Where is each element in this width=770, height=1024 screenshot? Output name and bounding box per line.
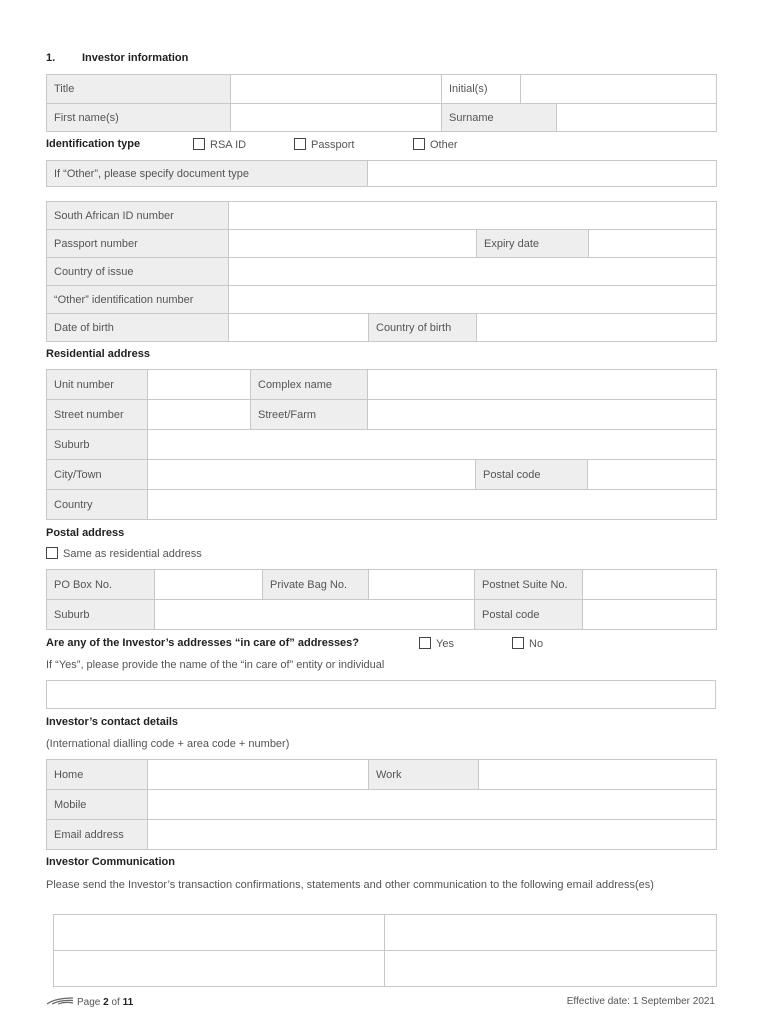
contact-details-table [46,759,717,850]
residential-address-title: Residential address [46,348,150,360]
private-bag-label: Private Bag No. [263,570,369,600]
identification-type-label: Identification type [46,138,141,150]
postal-suburb-field[interactable] [155,600,475,630]
unit-number-field[interactable] [148,370,251,400]
postal-address-title: Postal address [46,527,125,539]
option-passport[interactable]: Passport [294,138,354,151]
email-field[interactable] [148,820,717,850]
surname-label: Surname [442,104,557,132]
other-id-number-label: “Other” identification number [47,286,229,314]
suburb-field[interactable] [148,430,717,460]
po-box-field[interactable] [155,570,263,600]
date-of-birth-label: Date of birth [47,314,229,342]
surname-field[interactable] [557,104,717,132]
section-title: Investor information [82,52,189,64]
sa-id-field[interactable] [229,202,717,230]
country-label: Country [47,490,148,520]
street-farm-field[interactable] [368,400,717,430]
logo-swoosh-icon [46,996,74,1006]
mobile-label: Mobile [47,790,148,820]
communication-text: Please send the Investor’s transaction confirmations, statements and other communication to the following email address(es) [46,879,654,891]
care-of-no-checkbox[interactable] [512,637,524,649]
email-address-field-2[interactable] [385,915,717,951]
unit-number-label: Unit number [47,370,148,400]
section-heading [46,52,188,64]
postal-postal-code-label: Postal code [475,600,583,630]
communication-email-table [53,914,717,987]
postnet-suite-label: Postnet Suite No. [475,570,583,600]
postnet-suite-field[interactable] [583,570,717,600]
other-id-number-field[interactable] [229,286,717,314]
option-rsa-id[interactable]: RSA ID [193,138,246,151]
mobile-field[interactable] [148,790,717,820]
name-table [46,74,717,132]
id-details-table [46,201,717,342]
street-number-label: Street number [47,400,148,430]
work-label: Work [369,760,479,790]
street-number-field[interactable] [148,400,251,430]
care-of-entity-field[interactable] [46,680,716,709]
street-farm-label: Street/Farm [251,400,368,430]
private-bag-field[interactable] [369,570,475,600]
postal-postal-code-field[interactable] [583,600,717,630]
passport-number-label: Passport number [47,230,229,258]
footer-total-pages: 11 [122,997,134,1008]
sa-id-label: South African ID number [47,202,229,230]
expiry-date-field[interactable] [589,230,717,258]
po-box-label: PO Box No. [47,570,155,600]
country-of-birth-label: Country of birth [369,314,477,342]
other-specify-label: If “Other”, please specify document type [47,161,368,187]
initials-label: Initial(s) [449,83,488,95]
other-specify-table [46,160,717,187]
contact-details-note: (International dialling code + area code + number) [46,738,290,750]
passport-number-field[interactable] [229,230,477,258]
footer-page-word: Page [77,997,101,1008]
postal-code-field[interactable] [588,460,717,490]
first-names-label: First name(s) [47,104,231,132]
email-address-field-4[interactable] [385,951,717,987]
home-label: Home [47,760,148,790]
communication-title: Investor Communication [46,856,175,868]
same-as-residential-option[interactable]: Same as residential address [46,547,202,560]
email-label: Email address [47,820,148,850]
country-field[interactable] [148,490,717,520]
title-label: Title [47,75,231,104]
contact-details-title: Investor’s contact details [46,716,179,728]
title-field[interactable] [231,75,442,104]
section-number: 1. [46,52,56,64]
passport-checkbox[interactable] [294,138,306,150]
care-of-instruction: If “Yes”, please provide the name of the “in care of” entity or individual [46,659,385,671]
postal-code-label: Postal code [476,460,588,490]
city-town-field[interactable] [148,460,476,490]
city-town-label: City/Town [47,460,148,490]
postal-address-table [46,569,717,630]
initials-field[interactable] [521,75,717,103]
footer-effective-date: Effective date: 1 September 2021 [566,996,715,1007]
work-field[interactable] [479,760,717,790]
email-address-field-3[interactable] [54,951,385,987]
home-field[interactable] [148,760,369,790]
country-of-issue-label: Country of issue [47,258,229,286]
country-of-issue-field[interactable] [229,258,717,286]
same-as-residential-checkbox[interactable] [46,547,58,559]
country-of-birth-field[interactable] [477,314,717,342]
suburb-label: Suburb [47,430,148,460]
residential-address-table [46,369,717,520]
complex-name-label: Complex name [251,370,368,400]
care-of-question: Are any of the Investor’s addresses “in care of” addresses? [46,637,360,649]
option-other[interactable]: Other [413,138,458,151]
care-of-no-option[interactable]: No [512,637,543,650]
expiry-date-label: Expiry date [477,230,589,258]
care-of-yes-option[interactable]: Yes [419,637,454,650]
rsa-id-checkbox[interactable] [193,138,205,150]
other-specify-field[interactable] [368,161,717,187]
other-checkbox[interactable] [413,138,425,150]
date-of-birth-field[interactable] [229,314,369,342]
care-of-yes-checkbox[interactable] [419,637,431,649]
footer-page-number: 2 [103,997,109,1008]
postal-suburb-label: Suburb [47,600,155,630]
email-address-field-1[interactable] [54,915,385,951]
complex-name-field[interactable] [368,370,717,400]
footer-page-info [46,996,133,1008]
first-names-field[interactable] [231,104,442,132]
footer-of-word: of [111,997,120,1008]
